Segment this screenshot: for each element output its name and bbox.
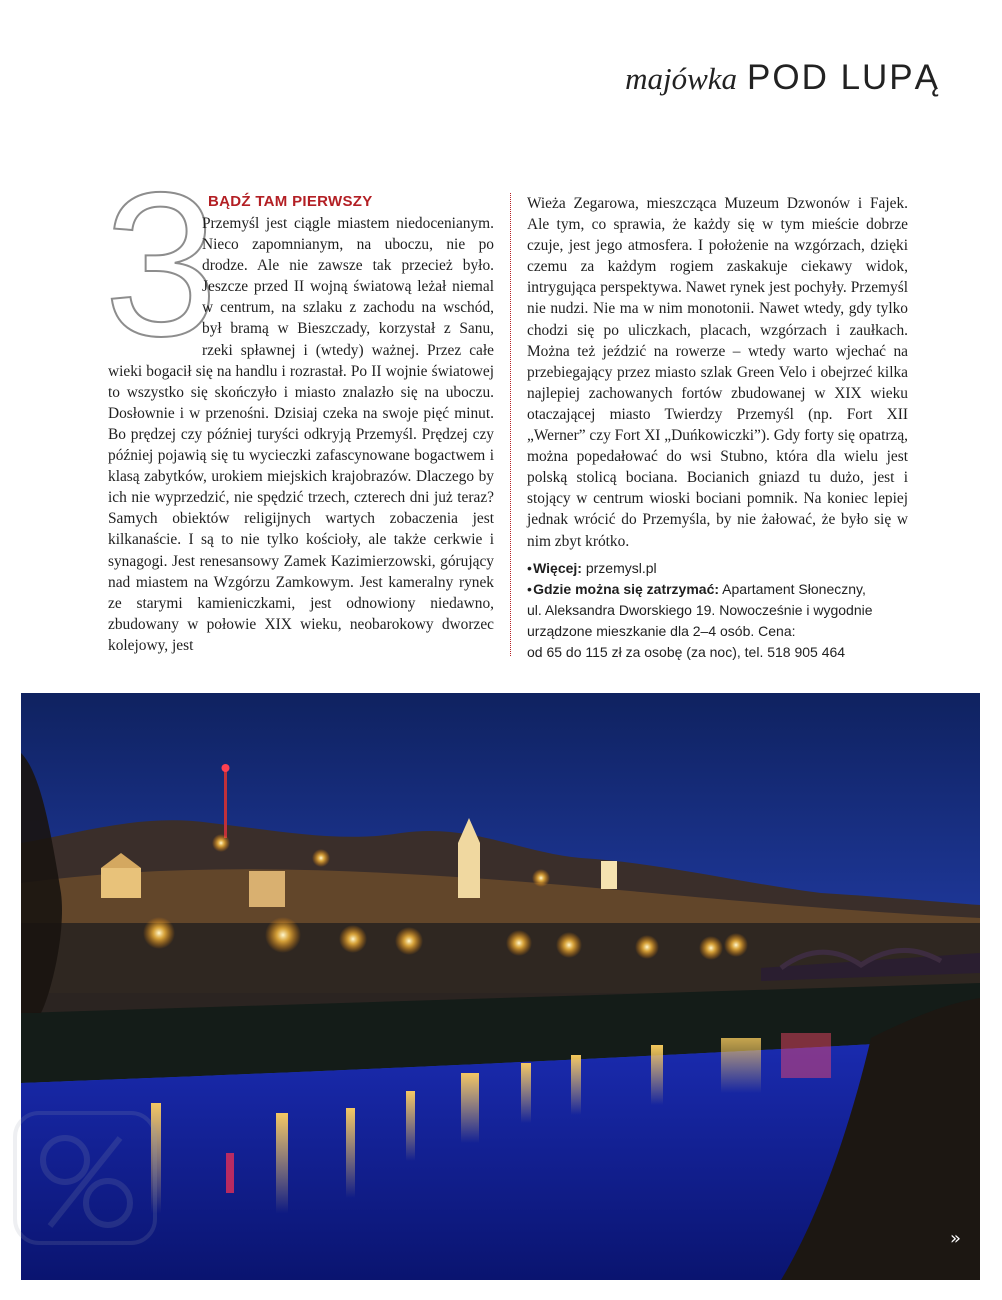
info-stay-description: urządzone mieszkanie dla 2–4 osób. Cena:: [527, 622, 796, 639]
info-stay-price: od 65 do 115 zł za osobę (za noc), tel. 518 905 464: [527, 643, 846, 660]
next-page-arrow[interactable]: »: [950, 1228, 962, 1249]
info-stay-address: ul. Aleksandra Dworskiego 19. Nowocześnie i wygodnie: [527, 601, 873, 618]
col1-text: Przemyśl jest ciągle miastem niedocenianym. Nieco zapomnianym, na uboczu, nie po drodze. Ale nie zawsze tak przecież było. Jeszcze przed II wojną światową leżał niemal w centrum, na szlaku z zachodu na wschód, był bramą w Bieszczady, korzystał z Sanu, rzeki spławnej i (wtedy) ważnej. Przez całe wieki bogacił się na handlu i rozrastał. Po II wojnie światowej to wszystko się skończyło i miasto znalazło się na uboczu. Dosłownie i w przenośni. Dzisiaj czeka na swoje pięć minut. Bo prędzej czy później turyści odkryją Przemyśl. Prędzej czy później pojawią się tu wycieczki zafascynowane bogactwem i klasą zabytków, urokiem miejskich krajobrazów. Dlaczego by ich nie wyprzedzić, nie spędzić trzech, czterech dni już teraz? Samych obiektów religijnych wartych zobaczenia jest kilkanaście. I są to nie tylko kościoły, ale także cerkwie i synagogi. Jest renesansowy Zamek Kazimierzowski, górujący nad miastem na Wzgórzu Zamkowym. Jest kameralny rynek ze starymi kamieniczkami, jest odnowiony niedawno, zbudowany w połowie XIX wieku, neobarokowy dworzec kolejowy, jest: [108, 215, 494, 654]
info-more-link[interactable]: przemysl.pl: [585, 559, 657, 576]
section-title: POD LUPĄ: [747, 58, 940, 97]
radio-mast: [224, 768, 227, 838]
article-text-col2: Wieża Zegarowa, mieszcząca Muzeum Dzwonów i Fajek. Ale tym, co sprawia, że każdy się w tym mieście dobrze czuje, jest jego atmosfera. I położenie na wzgórzach, dzięki czemu za każdym rogiem zaskakuje ciekawy widok, intrygująca perspektywa. Nawet rynek jest pochyły. Przemyśl nie nudzi. Nie ma w nim monotonii. Nawet wtedy, gdy tylko chodzi się po uliczkach, placach, wzgórzach i zaułkach. Można też jeździć na rowerze – wtedy warto wjechać na przebiegający przez miasto szlak Green Velo i obejrzeć kilka najlepiej zachowanych fortów zbudowanej w XIX wieku otaczającej miasto Twierdzy Przemyśl (np. Fort XII „Werner” czy Fort XI „Duńkowiczki”). Gdy forty się opatrzą, można popedałować do wsi Stubno, która dla wielu jest polską stolicą bociana. Bocianich gniazd tu dużo, jest i stojący w centrum wioski bociani pomnik. Na koniec lepiej jednak wrócić do Przemyśla, by nie żałować, że było się w nim zbyt krótko.: [527, 195, 908, 550]
info-more: • Więcej: przemysl.pl: [527, 559, 657, 576]
building-mid: [249, 871, 285, 907]
photo-illustration: [21, 693, 980, 1280]
watermark-logo-icon: [10, 1108, 160, 1248]
article-text-col1: [108, 213, 494, 656]
tower-right: [601, 861, 617, 889]
article-number: 3: [104, 150, 219, 379]
article-column-left: [108, 193, 494, 656]
column-divider: [510, 193, 511, 656]
article-column-right: [527, 193, 908, 663]
article-kicker: BĄDŹ TAM PIERWSZY: [208, 193, 373, 210]
cathedral-tower: [458, 843, 480, 898]
page-header: [625, 58, 940, 98]
church-left: [101, 868, 141, 898]
info-stay: • Gdzie można się zatrzymać: Apartament Słoneczny,: [527, 580, 866, 597]
city-night-photo: [21, 693, 980, 1280]
issue-title: majówka: [625, 61, 737, 96]
info-box: [527, 558, 908, 663]
